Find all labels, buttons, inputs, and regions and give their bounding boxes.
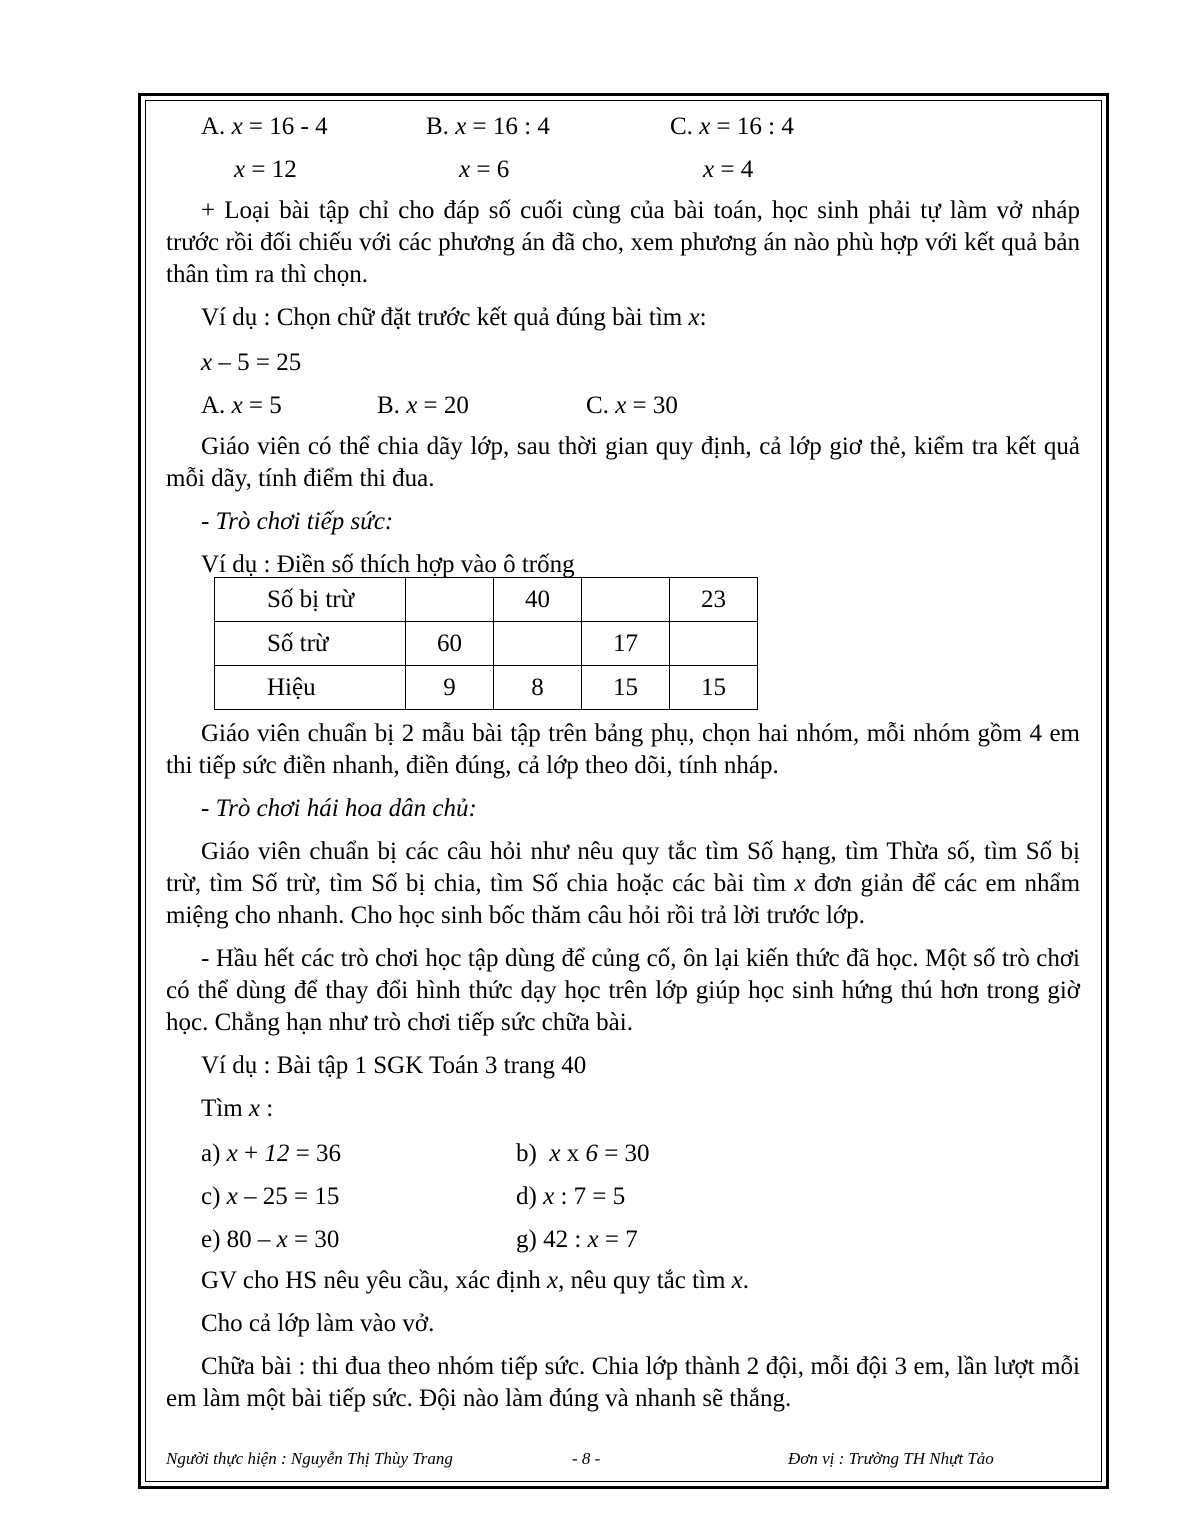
table-row (215, 666, 758, 710)
table-cell (670, 622, 758, 666)
table-cell (494, 622, 582, 666)
table-row-label: Hiệu (215, 666, 406, 710)
table-cell: 23 (670, 578, 758, 622)
paragraph-class-work: Cho cả lớp làm vào vở. (201, 1310, 435, 1337)
table-cell: 17 (582, 622, 670, 666)
table-cell: 15 (670, 666, 758, 710)
paragraph-gv-instructions: GV cho HS nêu yêu cầu, xác định x, nêu quy tắc tìm x. (201, 1267, 750, 1294)
table-row (215, 622, 758, 666)
exercise-row-2: c) x – 25 = 15 d) x : 7 = 5 (201, 1183, 626, 1210)
paragraph-learning-games: - Hầu hết các trò chơi học tập dùng để củng cố, ôn lại kiến thức đã học. Một số trò chơi có thể dùng để thay đổi hình thức dạy học trên lớp giúp học sinh hứng thú hơn trong giờ học. Chẳng hạn như trò chơi tiếp sức chữa bài. (166, 945, 1080, 1036)
table-cell: 60 (406, 622, 494, 666)
document-body (166, 109, 1080, 1426)
paragraph-teacher-rows: Giáo viên có thể chia dãy lớp, sau thời gian quy định, cả lớp giơ thẻ, kiểm tra kết quả mỗi dãy, tính điểm thi đua. (166, 433, 1080, 492)
heading-flower-game: - Trò chơi hái hoa dân chủ: (201, 795, 477, 822)
page-number: - 8 - (572, 1449, 601, 1468)
paragraph-exercise-type: + Loại bài tập chỉ cho đáp số cuối cùng của bài toán, học sinh phải tự làm vở nháp trước rồi đối chiếu với các phương án đã cho, xem phương án nào phù hợp với kết quả bản thân tìm ra thì chọn. (166, 197, 1080, 288)
heading-relay-game: - Trò chơi tiếp sức: (201, 508, 394, 535)
table-row (215, 578, 758, 622)
example-1-options: A. x = 5 B. x = 20 C. x = 30 (201, 392, 678, 419)
example-2-intro: Ví dụ : Điền số thích hợp vào ô trống (201, 551, 575, 578)
options-row-equations: A. x = 16 - 4 B. x = 16 : 4 C. x = 16 : 4 (201, 113, 794, 140)
footer-author: Người thực hiện : Nguyễn Thị Thùy Trang (166, 1449, 453, 1468)
paragraph-teacher-prepare: Giáo viên chuẩn bị 2 mẫu bài tập trên bảng phụ, chọn hai nhóm, mỗi nhóm gồm 4 em thi tiếp sức điền nhanh, điền đúng, cả lớp theo dõi, tính nháp. (166, 720, 1080, 779)
paragraph-teacher-questions: Giáo viên chuẩn bị các câu hỏi như nêu quy tắc tìm Số hạng, tìm Thừa số, tìm Số bị trừ, tìm Số trừ, tìm Số bị chia, tìm Số chia hoặc các bài tìm x đơn giản để các em nhẩm miệng cho nhanh. Cho học sinh bốc thăm câu hỏi rồi trả lời trước lớp. (166, 838, 1081, 929)
table-cell: 40 (494, 578, 582, 622)
exercise-row-1: a) x + 12 = 36 b) x x 6 = 30 (201, 1140, 650, 1167)
find-x-heading: Tìm x : (201, 1095, 274, 1122)
example-3-intro: Ví dụ : Bài tập 1 SGK Toán 3 trang 40 (201, 1052, 587, 1079)
table-cell (582, 578, 670, 622)
fill-in-table (214, 577, 758, 710)
paragraph-correction: Chữa bài : thi đua theo nhóm tiếp sức. Chia lớp thành 2 đội, mỗi đội 3 em, lần lượt mỗi em làm một bài tiếp sức. Đội nào làm đúng và nhanh sẽ thắng. (166, 1353, 1080, 1412)
table-cell: 8 (494, 666, 582, 710)
example-1-intro: Ví dụ : Chọn chữ đặt trước kết quả đúng bài tìm x: (201, 304, 707, 331)
table-cell: 15 (582, 666, 670, 710)
footer-unit: Đơn vị : Trường TH Nhựt Tảo (788, 1449, 994, 1468)
options-row-results: x = 12 x = 6 x = 4 (234, 156, 754, 183)
exercise-row-3: e) 80 – x = 30 g) 42 : x = 7 (201, 1226, 638, 1253)
table-cell (406, 578, 494, 622)
table-row-label: Số trừ (215, 622, 406, 666)
page-footer (166, 1449, 1080, 1473)
table-cell: 9 (406, 666, 494, 710)
example-1-equation: x – 5 = 25 (201, 349, 302, 376)
table-row-label: Số bị trừ (215, 578, 406, 622)
